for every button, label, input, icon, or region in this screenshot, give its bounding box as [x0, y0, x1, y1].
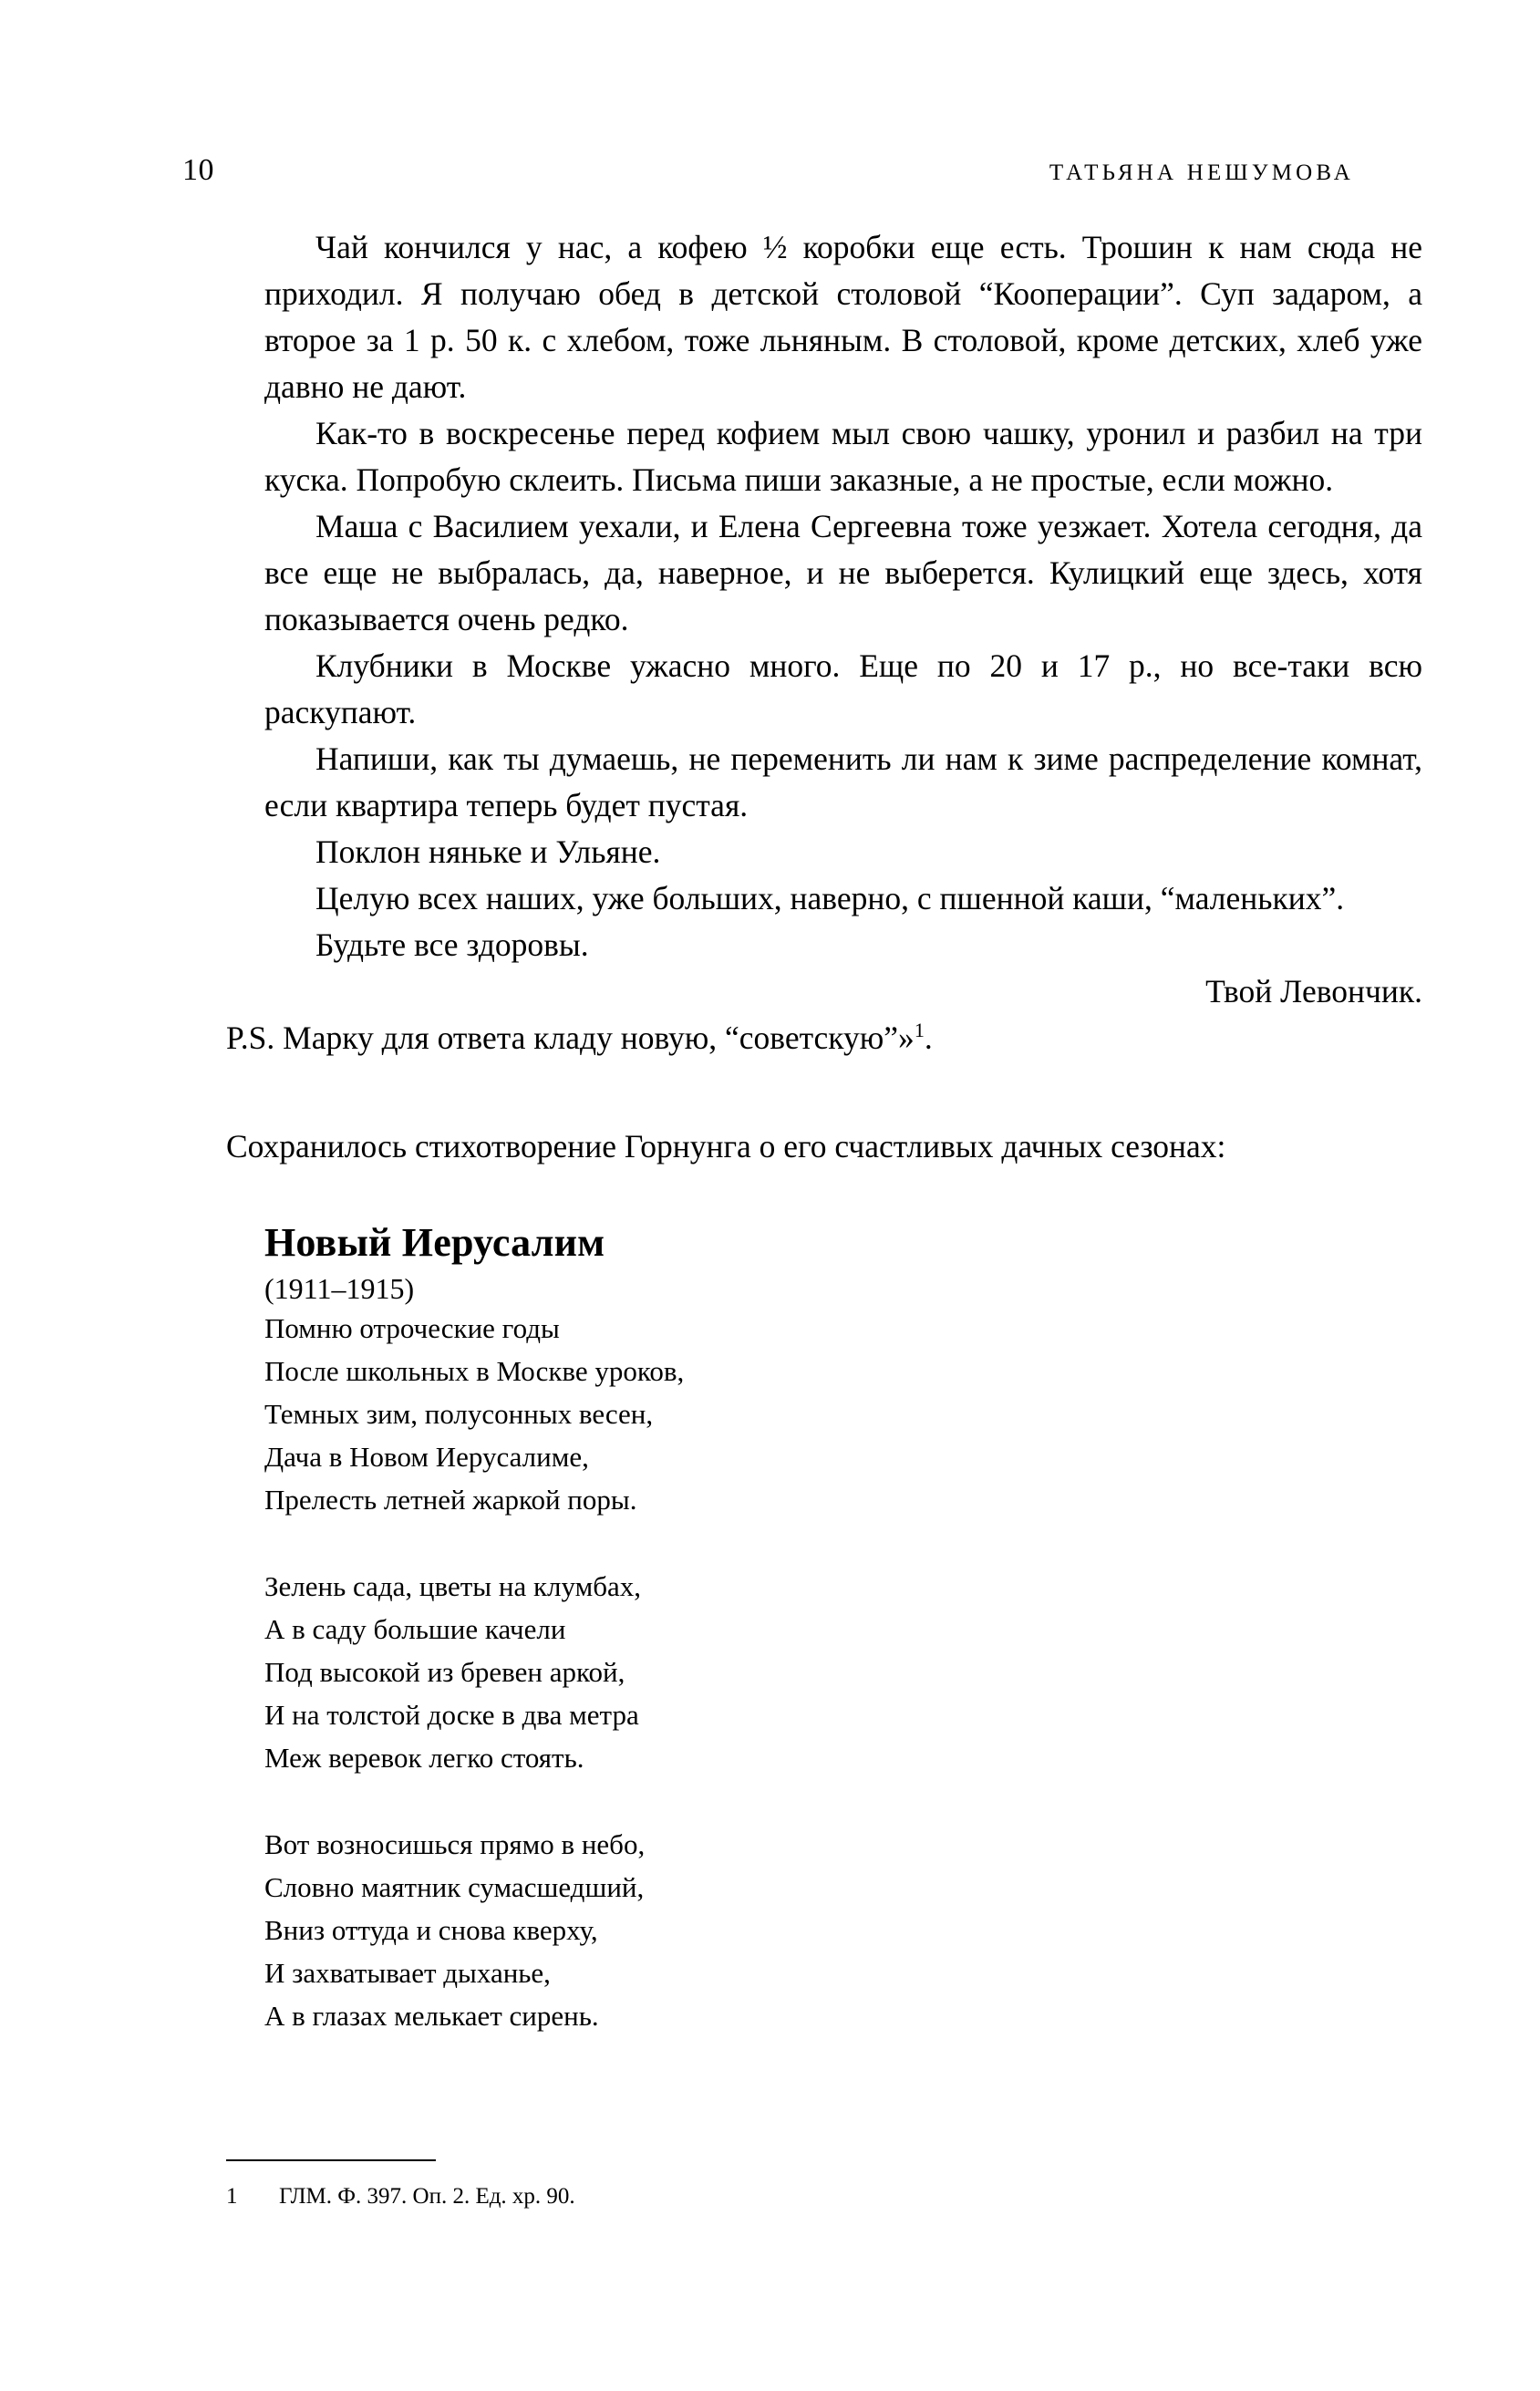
poem-dates: (1911–1915)	[264, 1272, 415, 1306]
poem-line: И на толстой доске в два метра	[264, 1699, 639, 1732]
poem-stanza	[264, 1307, 1085, 1521]
poem-line: А в саду большие качели	[264, 1613, 566, 1646]
letter-paragraph: Поклон няньке и Ульяне.	[315, 833, 661, 870]
footnote-area	[226, 2159, 1422, 2212]
footnote-item	[226, 2181, 1422, 2212]
letter-signature: Твой Левончик.	[1205, 973, 1422, 1009]
footnote-reference[interactable]: 1	[914, 1019, 925, 1042]
poem-line: И захватывает дыханье,	[264, 1957, 551, 1990]
letter-paragraph: Маша с Василием уехали, и Елена Сергеевна тоже уезжает. Хотела сегодня, да все еще не выбралась, да, наверное, и не выберется. Кулицкий еще здесь, хотя показывается очень редко.	[264, 508, 1422, 637]
letter-body	[226, 224, 1422, 1061]
poem-line: Под высокой из бревен аркой,	[264, 1656, 625, 1689]
poem-leadin-paragraph: Сохранилось стихотворение Горнунга о его счастливых дачных сезонах:	[226, 1128, 1226, 1164]
letter-paragraph: Будьте все здоровы.	[315, 926, 589, 963]
postscript-end: .	[924, 1020, 933, 1056]
poem-line: Словно маятник сумасшедший,	[264, 1871, 645, 1904]
poem-line: Вниз оттуда и снова кверху,	[264, 1914, 598, 1947]
poem-block	[264, 1220, 1085, 2037]
running-head-author: ТАТЬЯНА НЕШУМОВА	[1049, 160, 1354, 185]
poem-line: Помню отроческие годы	[264, 1312, 560, 1345]
letter-paragraph: Как-то в воскресенье перед кофием мыл свою чашку, уронил и разбил на три куска. Попробую склеить. Письма пиши заказные, а не простые, если можно.	[264, 415, 1422, 498]
poem-line: Меж веревок легко стоять.	[264, 1742, 584, 1775]
running-head	[182, 155, 1358, 197]
postscript-text: P.S. Марку для ответа кладу новую, “советскую”»	[226, 1020, 915, 1056]
page-number: 10	[182, 153, 214, 187]
letter-paragraph: Клубники в Москве ужасно много. Еще по 20 и 17 р., но все-таки всю раскупают.	[264, 647, 1422, 730]
poem-line: После школьных в Москве уроков,	[264, 1355, 685, 1388]
poem-line: Вот возносишься прямо в небо,	[264, 1828, 646, 1861]
footnote-separator-rule	[226, 2159, 436, 2161]
letter-paragraph: Целую всех наших, уже больших, наверно, с пшенной каши, “маленьких”.	[315, 880, 1345, 916]
poem-stanza	[264, 1565, 1085, 1779]
poem-line: Темных зим, полусонных весен,	[264, 1398, 654, 1431]
footnote-text: ГЛМ. Ф. 397. Оп. 2. Ед. хр. 90.	[279, 2184, 575, 2209]
poem-title: Новый Иерусалим	[264, 1220, 605, 1265]
poem-line: А в глазах мелькает сирень.	[264, 2000, 599, 2033]
footnote-marker: 1	[226, 2184, 238, 2209]
letter-paragraph: Чай кончился у нас, а кофею ½ коробки еще есть. Трошин к нам сюда не приходил. Я получаю обед в детской столовой “Кооперации”. Суп задаром, а второе за 1 р. 50 к. с хлебом, тоже льняным. В столовой, кроме детских, хлеб уже давно не дают.	[264, 229, 1422, 405]
letter-postscript	[226, 1015, 1422, 1061]
poem-line: Прелесть летней жаркой поры.	[264, 1484, 637, 1516]
poem-line: Зелень сада, цветы на клумбах,	[264, 1570, 641, 1603]
letter-paragraph: Напиши, как ты думаешь, не переменить ли нам к зиме распределение комнат, если квартира теперь будет пустая.	[264, 740, 1422, 823]
poem-stanza	[264, 1823, 1085, 2037]
poem-line: Дача в Новом Иерусалиме,	[264, 1441, 589, 1474]
